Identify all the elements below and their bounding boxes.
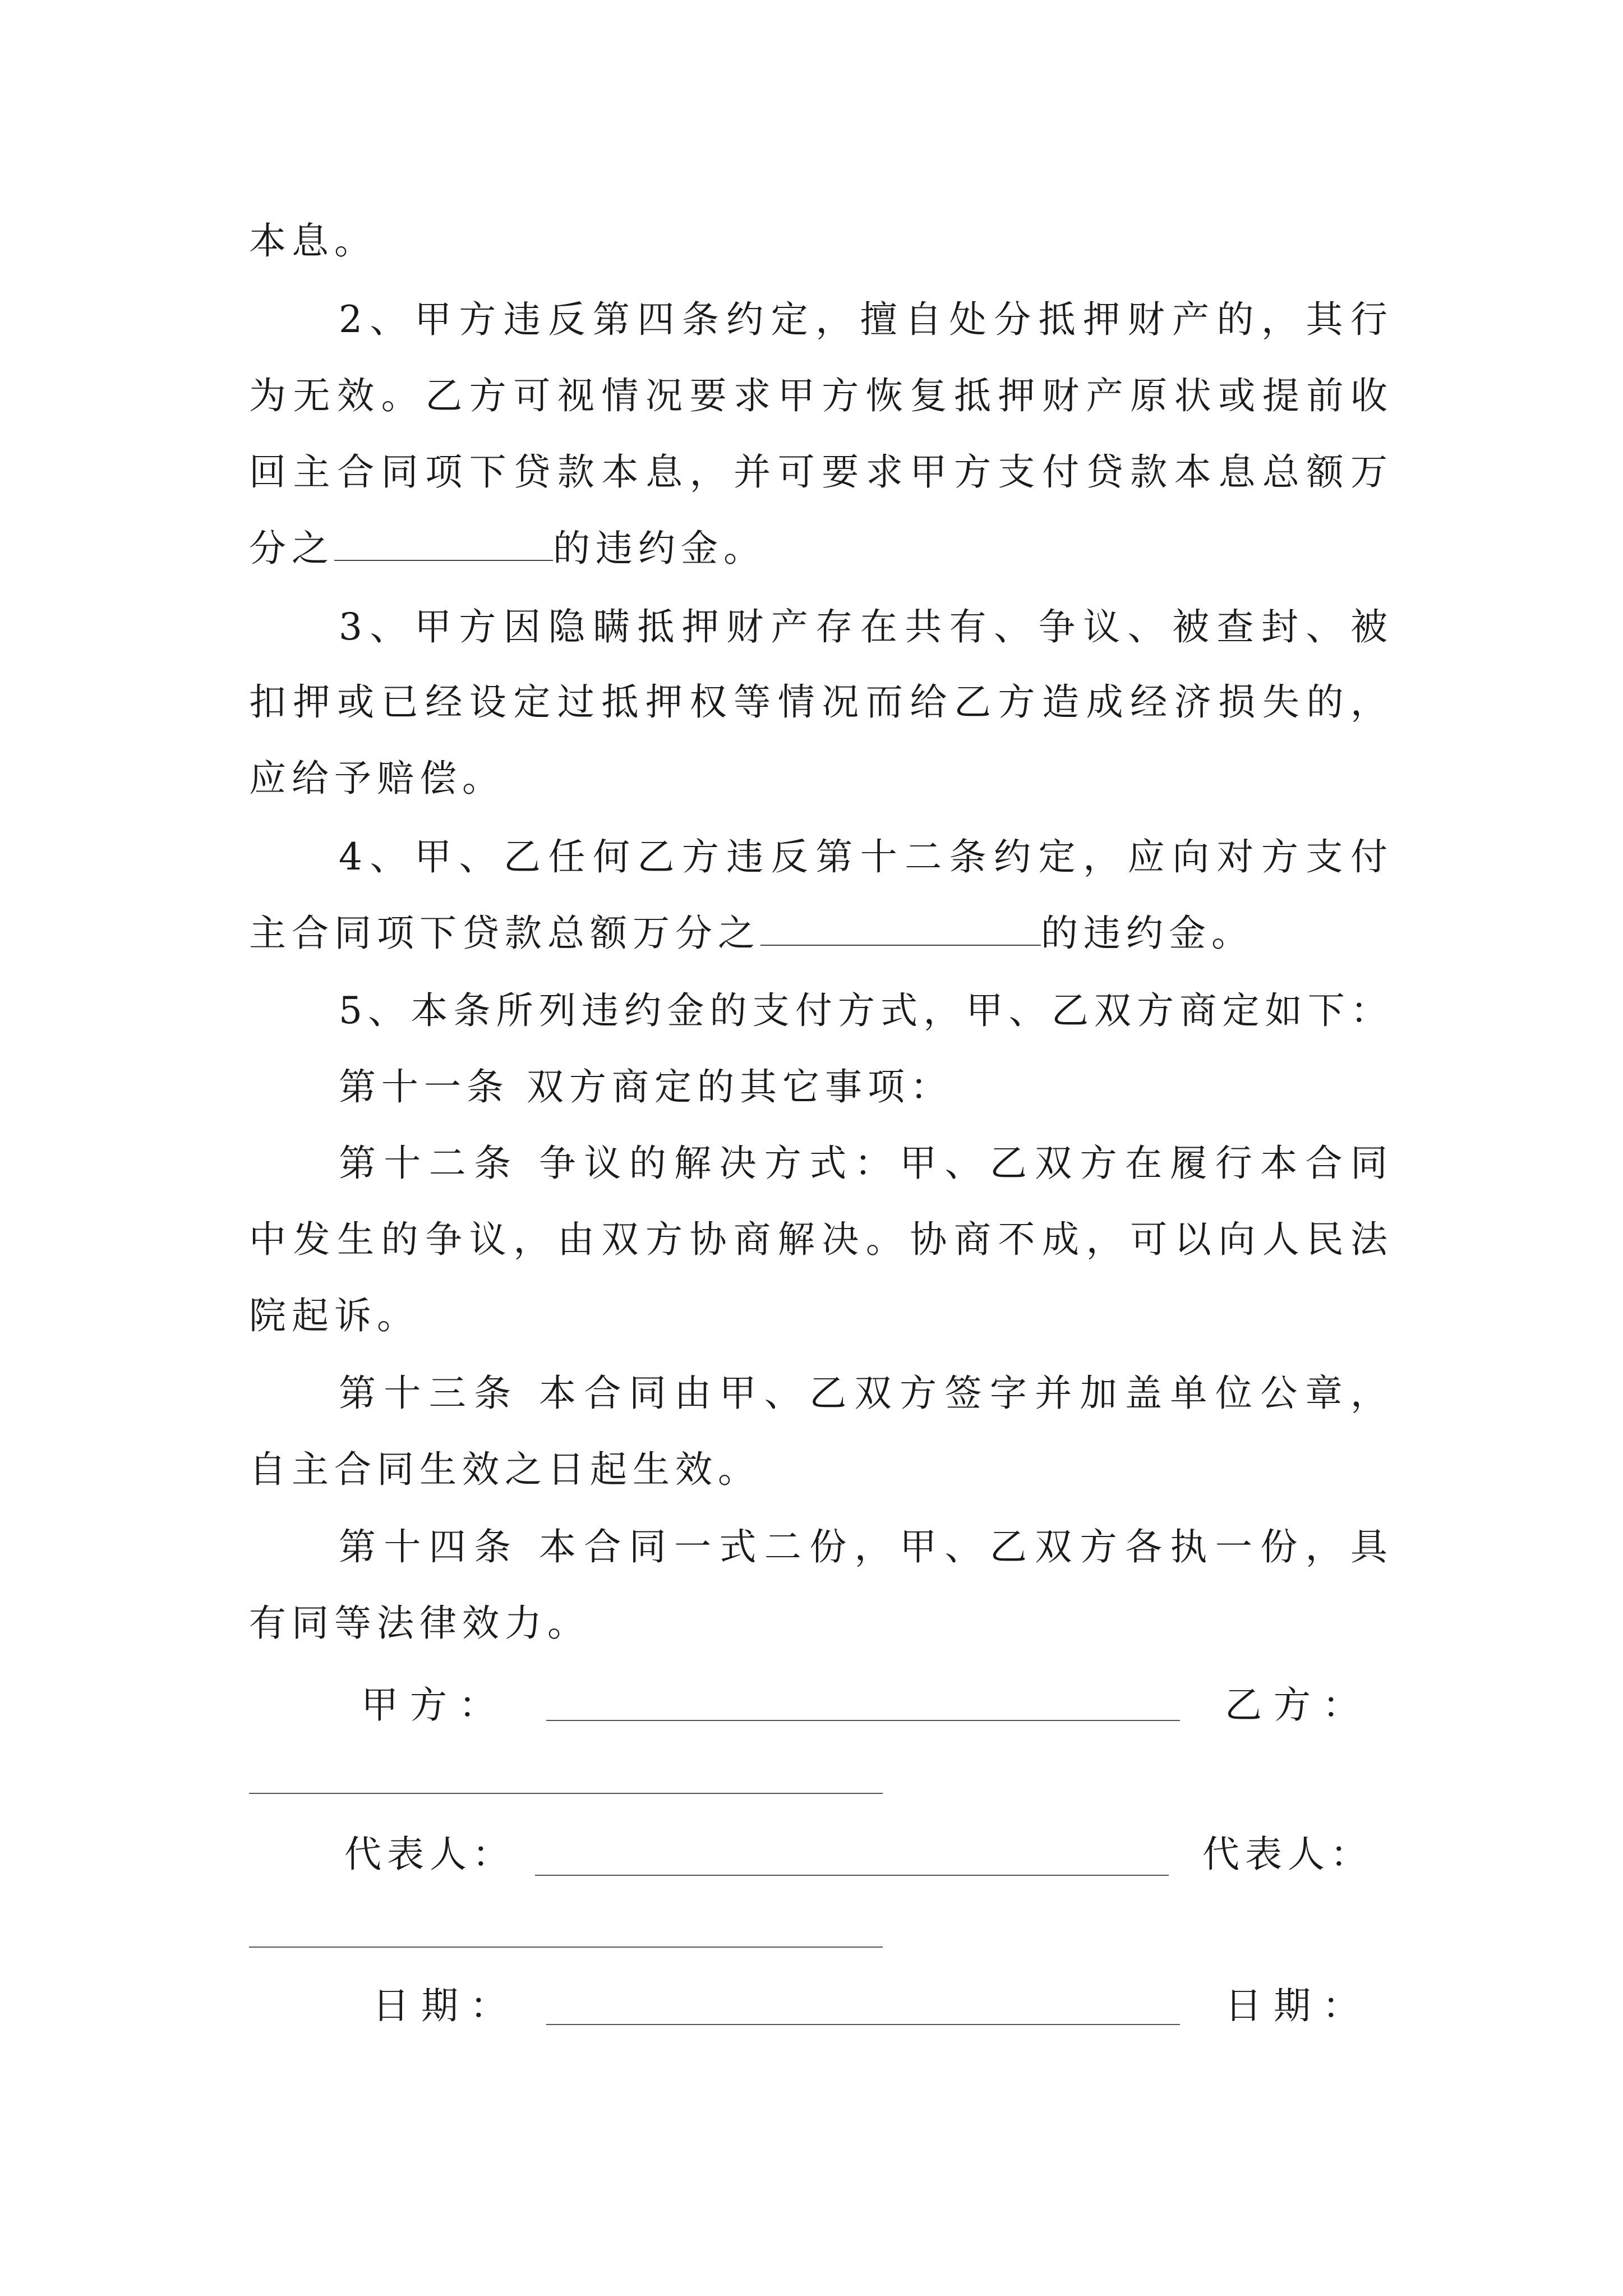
paragraph-line: 5、本条所列违约金的支付方式，甲、乙双方商定如下： xyxy=(339,989,1393,1032)
paragraph-line: 扣押或已经设定过抵押权等情况而给乙方造成经济损失的， xyxy=(249,680,1393,724)
paragraph-line: 为无效。乙方可视情况要求甲方恢复抵押财产原状或提前收 xyxy=(249,374,1393,417)
paragraph-line xyxy=(249,905,1393,961)
date-a-label: 日 期 ： xyxy=(372,1984,507,2027)
paragraph-line: 2、甲方违反第四条约定，擅自处分抵押财产的，其行 xyxy=(339,298,1393,341)
date-a-signature-line[interactable] xyxy=(546,2024,1180,2025)
paragraph-line xyxy=(249,521,1393,577)
line-text: 主合同项下贷款总额万分之 xyxy=(249,912,760,955)
paragraph-line: 中发生的争议，由双方协商解决。协商不成，可以向人民法 xyxy=(249,1218,1393,1261)
paragraph-line: 第十二条 争议的解决方式：甲、乙双方在履行本合同 xyxy=(339,1142,1393,1185)
line-text: 的违约金。 xyxy=(1041,912,1254,955)
party-a-label: 甲 方 ： xyxy=(361,1683,496,1727)
party-a-signature-line[interactable] xyxy=(546,1720,1180,1721)
representative-a-signature-line[interactable] xyxy=(535,1875,1169,1876)
date-b-label: 日 期 ： xyxy=(1225,1984,1359,2027)
line-text: 分之 xyxy=(249,527,334,570)
paragraph-line: 应给予赔偿。 xyxy=(249,757,505,800)
party-b-signature-line[interactable] xyxy=(249,1793,883,1794)
paragraph-line: 4、甲、乙任何乙方违反第十二条约定，应向对方支付 xyxy=(339,835,1393,878)
line-text: 的违约金。 xyxy=(553,527,766,570)
representative-b-label: 代表人： xyxy=(1202,1833,1373,1876)
party-b-label: 乙 方 ： xyxy=(1225,1683,1359,1727)
paragraph-line: 院起诉。 xyxy=(249,1294,419,1337)
paragraph-line: 本息。 xyxy=(249,219,377,263)
paragraph-line: 第十四条 本合同一式二份，甲、乙双方各执一份，具 xyxy=(339,1525,1393,1568)
fill-blank xyxy=(334,526,553,561)
representative-a-label: 代表人： xyxy=(344,1833,515,1876)
paragraph-line: 第十三条 本合同由甲、乙双方签字并加盖单位公章， xyxy=(339,1372,1393,1415)
representative-b-signature-line[interactable] xyxy=(249,1947,883,1948)
paragraph-line: 自主合同生效之日起生效。 xyxy=(249,1448,760,1491)
paragraph-line: 回主合同项下贷款本息，并可要求甲方支付贷款本息总额万 xyxy=(249,450,1393,494)
paragraph-line: 3、甲方因隐瞒抵押财产存在共有、争议、被查封、被 xyxy=(339,605,1393,648)
paragraph-line: 有同等法律效力。 xyxy=(249,1602,590,1645)
paragraph-line: 第十一条 双方商定的其它事项： xyxy=(339,1065,953,1108)
fill-blank xyxy=(760,911,1041,946)
